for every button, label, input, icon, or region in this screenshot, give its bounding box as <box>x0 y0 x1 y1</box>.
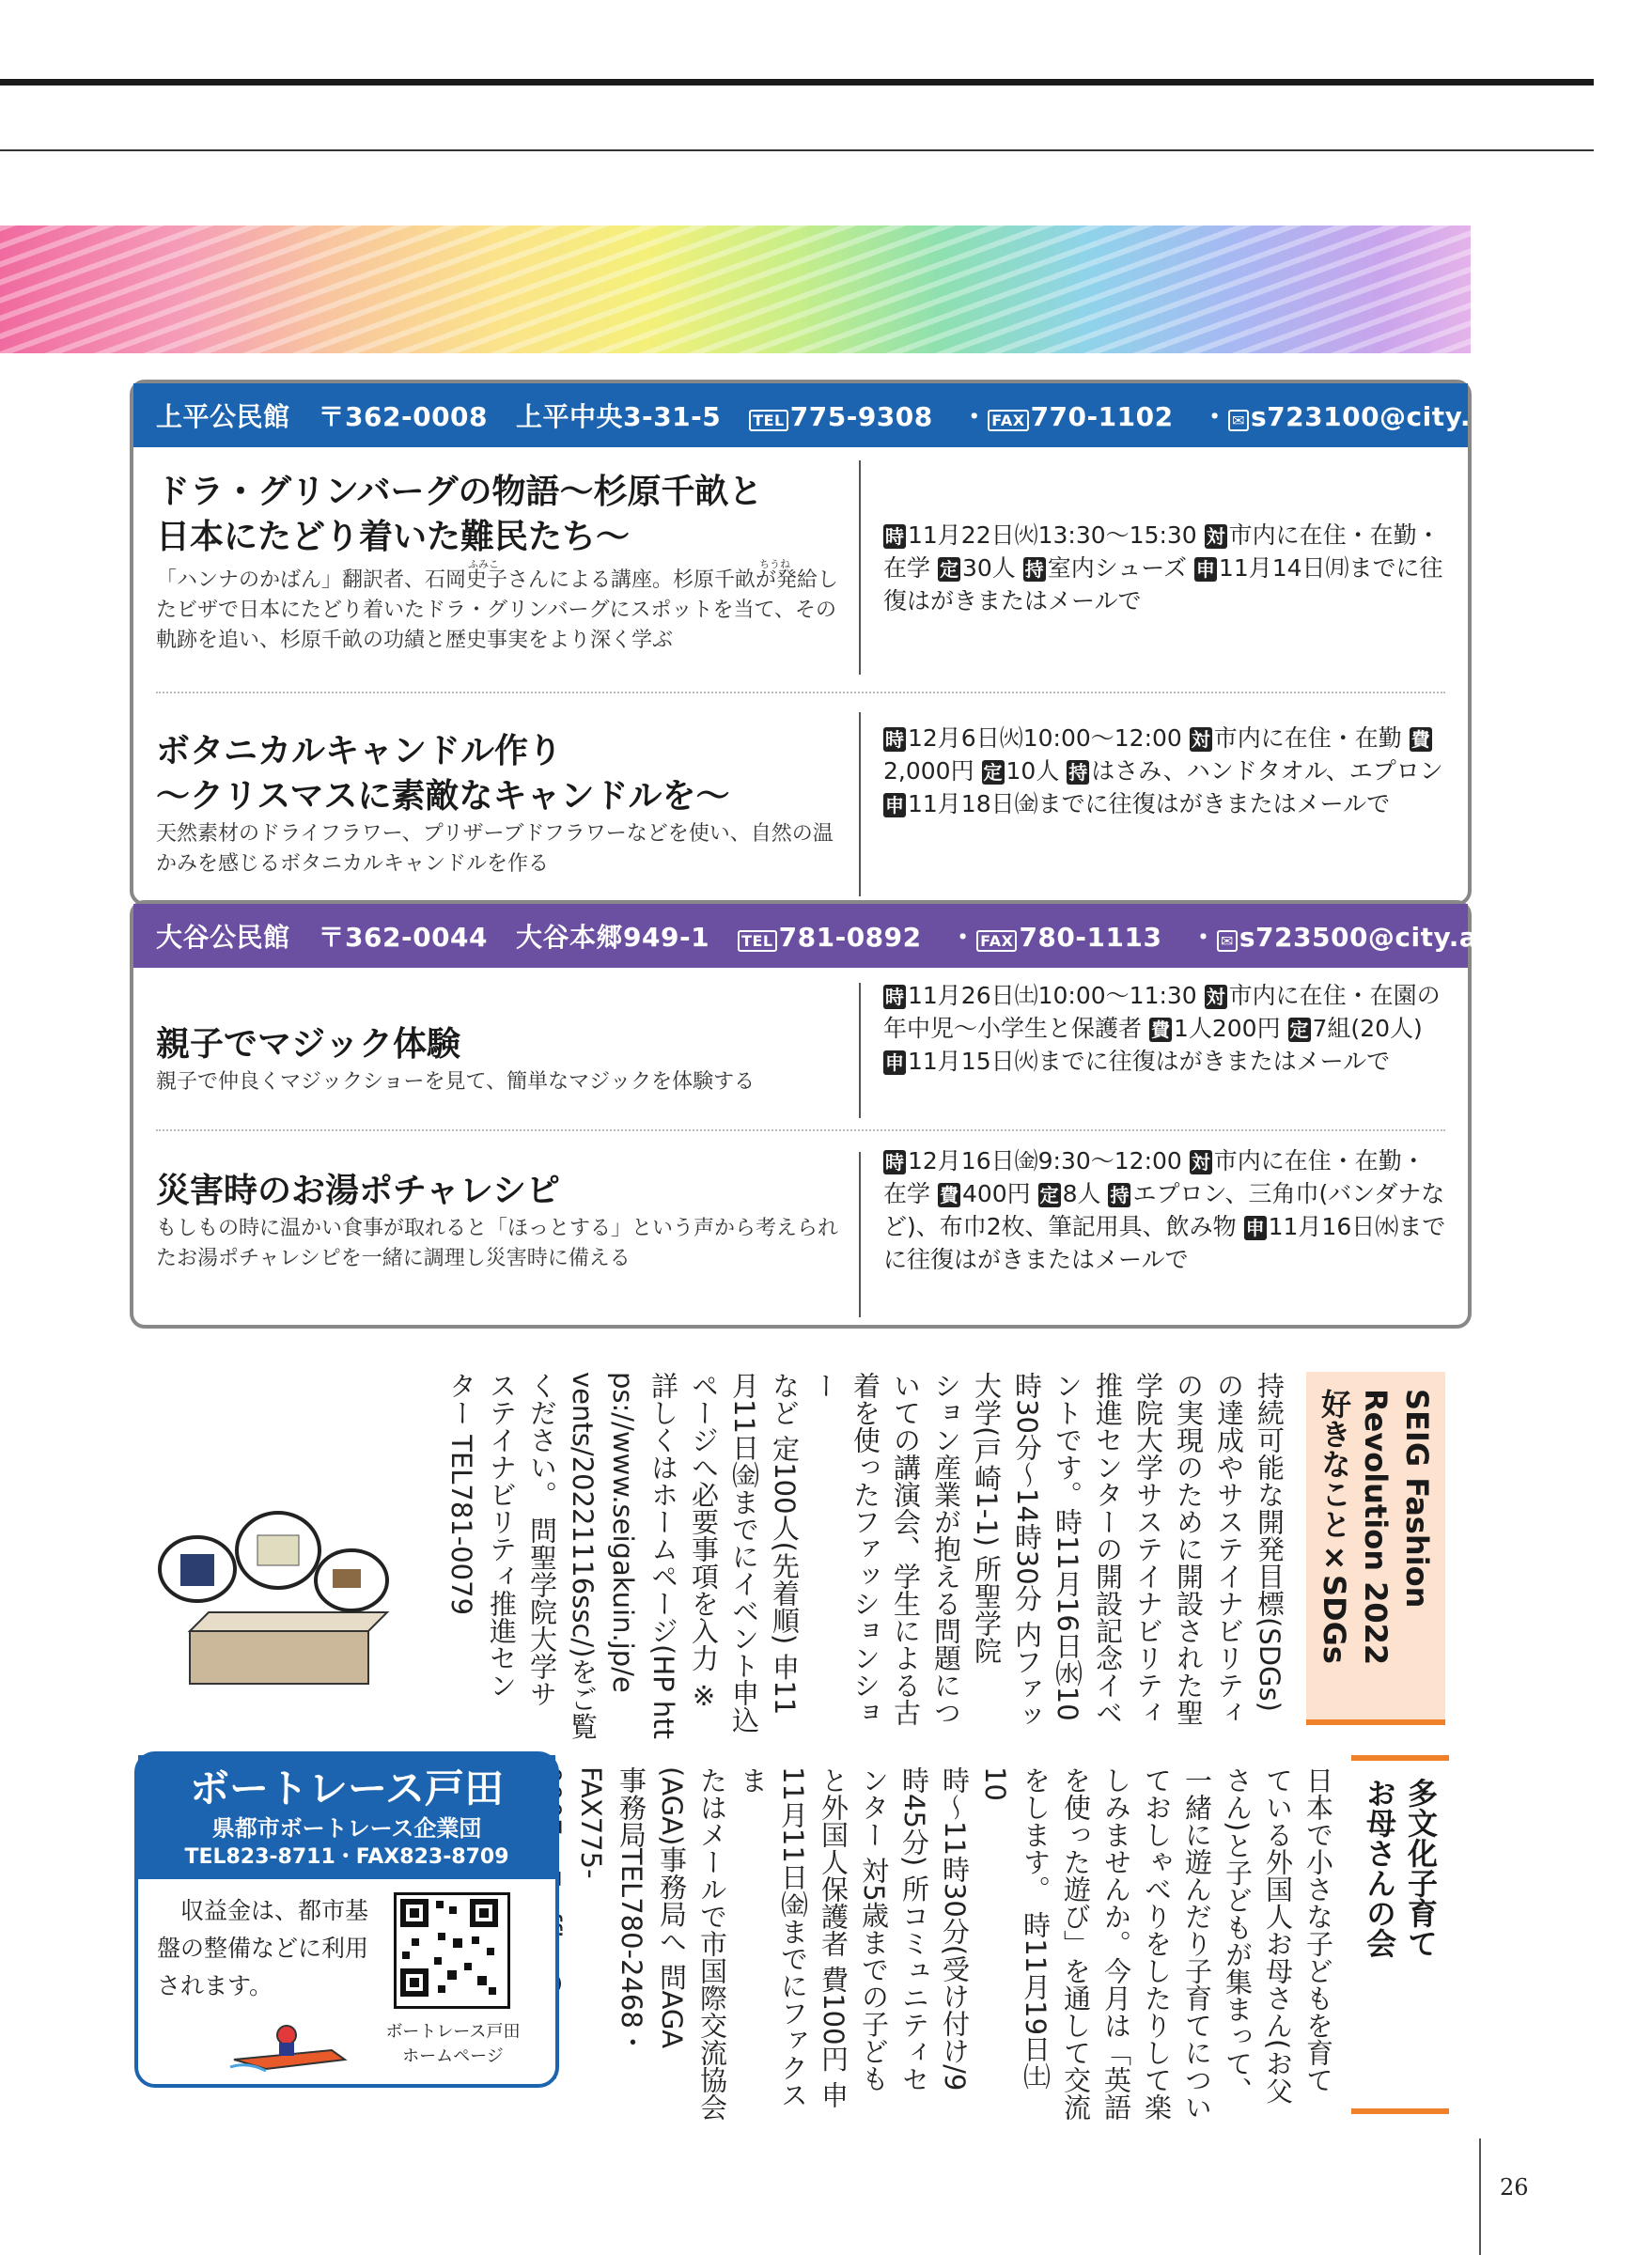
seig-line: 学院大学サステイナビリティ <box>1132 1372 1164 1726</box>
info-apply: 11月15日㈫までに往復はがきまたはメールで <box>908 1048 1391 1075</box>
seig-line: ステイナビリティ推進セン <box>486 1372 518 1699</box>
tabunka-line: 時45分) 所コミュニティセ <box>898 1766 930 2093</box>
kamihira-postal: 〒362-0008 <box>318 401 489 432</box>
seig-line: 詳しくはホームページ(HP htt <box>647 1372 679 1739</box>
shirt-icon <box>257 1535 299 1565</box>
otani-email[interactable]: s723500@city.ageo.lg.jp <box>1239 922 1613 953</box>
event-info <box>883 1144 1447 1276</box>
seig-line: 大学(戸崎1-1) 所聖学院 <box>971 1372 1003 1665</box>
tag-apply: 申 <box>1245 1217 1265 1239</box>
tag-apply: 申 <box>885 794 904 816</box>
kamihira-community-center-box <box>130 380 1624 906</box>
divider <box>859 712 861 896</box>
tag-fee: 費 <box>939 1184 958 1206</box>
header-thin-rule <box>0 149 1594 151</box>
seig-heading-line2: Revolution 2022 <box>1358 1389 1394 1666</box>
kamihira-fax: 770-1102 <box>1030 401 1174 432</box>
fax-icon: FAX <box>976 930 1017 952</box>
tag-time: 時 <box>885 525 904 548</box>
info-time: 11月22日㈫13:30～15:30 <box>908 521 1205 549</box>
tabunka-line: をします。 時11月19日㈯10 <box>979 1766 1052 2091</box>
info-capacity: 7組(20人) <box>1312 1015 1423 1042</box>
tag-capacity: 定 <box>983 761 1003 784</box>
otani-contact: TEL 781-0892 ・ FAX 780-1113 ・ ✉ s723500@city.ageo.lg.jp <box>738 917 1640 955</box>
tabunka-line: たはメールで市国際交流協会 <box>696 1766 728 2121</box>
divider <box>859 983 861 1118</box>
seig-line: ション産業が抱える問題につ <box>930 1372 962 1726</box>
seig-line: いての講演会、学生による古 <box>890 1372 922 1726</box>
event-title: 災害時のお湯ポチャレシピ <box>156 1172 561 1210</box>
event-botanical-candle <box>133 705 1468 893</box>
tel-icon: TEL <box>749 410 788 431</box>
tabunka-line: 一緒に遊んだり子育てについ <box>1181 1766 1213 2121</box>
otani-tel: 781-0892 <box>778 922 922 953</box>
tag-time: 時 <box>885 728 904 751</box>
info-fee: 1人200円 <box>1173 1015 1288 1042</box>
info-target: 市内に在住・在勤・在学 <box>883 521 1441 582</box>
info-time: 11月26日㈯10:00～11:30 <box>908 982 1205 1009</box>
tabunka-line: を使った遊び」を通して交流 <box>1060 1766 1092 2121</box>
tag-apply: 申 <box>885 1051 904 1074</box>
seig-line: 推進センターの開設記念イベ <box>1092 1372 1124 1726</box>
tag-target: 対 <box>1191 728 1210 751</box>
kamihira-contact: TEL 775-9308 ・ FAX 770-1102 ・ ✉ s723100@city.ageo.lg.jp <box>749 397 1651 434</box>
tabunka-line: しみませんか。今月は「英語 <box>1100 1766 1132 2121</box>
qr-caption-line2: ホームページ <box>402 2046 504 2066</box>
tag-target: 対 <box>1206 986 1225 1008</box>
boatrace-tel: TEL823-8711・FAX823-8709 <box>184 1845 509 1869</box>
tabunka-line: (AGA)事務局へ 問AGA <box>656 1766 688 2049</box>
divider <box>859 460 861 675</box>
divider <box>859 1152 861 1317</box>
otani-community-center-box <box>130 900 1613 1329</box>
kamihira-email[interactable]: s723100@city.ageo.lg.jp <box>1251 401 1624 432</box>
top-rule <box>0 79 1594 86</box>
event-magic <box>133 975 1468 1126</box>
tag-capacity: 定 <box>939 558 958 581</box>
info-target: 市内に在住・在勤 <box>1213 724 1410 752</box>
event-description: 親子で仲良くマジックショーを見て、簡単なマジックを体験する <box>156 1070 756 1094</box>
tabunka-heading <box>1351 1755 1449 2114</box>
seig-line: ントです。時11月16日㈬10 <box>1052 1372 1083 1721</box>
page-number-rule <box>1479 2138 1481 2255</box>
qr-pattern <box>397 1895 502 2000</box>
kamihira-header <box>133 383 1624 447</box>
page-number: 26 <box>1500 2174 1529 2201</box>
rainbow-banner <box>0 226 1471 353</box>
event-info <box>883 979 1447 1078</box>
boat-racer-illustration <box>228 2018 351 2075</box>
seig-url-line[interactable]: ps://www.seigakuin.jp/e <box>607 1372 639 1693</box>
info-apply: 11月18日㈮までに往復はがきまたはメールで <box>908 790 1391 817</box>
event-title: 親子でマジック体験 <box>156 1025 461 1064</box>
event-title-line1: ボタニカルキャンドル作り <box>156 732 563 770</box>
seig-line: 時30分～14時30分 内ファッ <box>1011 1372 1043 1730</box>
tabunka-line: 日本で小さな子どもを育て <box>1302 1766 1334 2093</box>
tag-capacity: 定 <box>1039 1184 1059 1206</box>
tabunka-line: 11月11日㈮までにファクスま <box>737 1766 809 2108</box>
boatrace-title: ボートレース戸田 <box>190 1765 504 1812</box>
kamihira-address: 上平中央3-31-5 <box>516 401 722 432</box>
seig-url-line[interactable]: vents/20221116ssc/)をご覧 <box>567 1372 599 1740</box>
tag-target: 対 <box>1206 525 1225 548</box>
dotted-separator <box>156 692 1445 693</box>
event-title-line2: 日本にたどり着いた難民たち～ <box>156 518 631 556</box>
info-bring: エプロン、三角巾(バンダナなど)、布巾2枚、筆記用具、飲み物 <box>883 1180 1445 1240</box>
tabunka-line: ている外国人お母さん(お父 <box>1262 1766 1294 2105</box>
tabunka-line: ンター 対5歳までの子ども <box>858 1766 890 2092</box>
seig-line: 持続可能な開発目標(SDGs) <box>1254 1372 1286 1712</box>
seig-heading <box>1306 1372 1445 1725</box>
box-body <box>190 1631 368 1684</box>
seig-line: ください。 問聖学院大学サ <box>526 1372 558 1708</box>
qr-code-icon[interactable] <box>394 1892 510 2009</box>
event-dora-greenberg <box>133 460 1468 676</box>
tag-time: 時 <box>885 1151 904 1174</box>
event-oyu-pocha <box>133 1144 1468 1314</box>
qr-caption-line1: ボートレース戸田 <box>385 2022 521 2042</box>
tag-target: 対 <box>1191 1151 1210 1174</box>
event-description: 天然素材のドライフラワー、プリザーブドフラワーなどを使い、自然の温かみを感じるボタニカルキャンドルを作る <box>156 822 834 876</box>
event-info <box>883 519 1447 617</box>
tabunka-line: 時～11時30分(受け付け/9 <box>939 1766 971 2092</box>
pants-icon <box>180 1554 214 1586</box>
event-title-line1: ドラ・グリンバーグの物語～杉原千畝と <box>156 473 763 511</box>
info-fee: 400円 <box>961 1180 1038 1207</box>
info-apply: 11月16日㈬までに往復はがきまたはメールで <box>883 1213 1446 1273</box>
info-bring: はさみ、ハンドタオル、エプロン <box>1091 757 1443 785</box>
qr-caption <box>364 2020 542 2069</box>
tag-time: 時 <box>885 986 904 1008</box>
event-title-line2: ～クリスマスに素敵なキャンドルを～ <box>156 777 730 816</box>
tag-apply: 申 <box>1195 558 1215 581</box>
kamihira-tel: 775-9308 <box>789 401 933 432</box>
boatrace-text: 収益金は、都市基盤の整備などに利用されます。 <box>157 1897 369 1999</box>
tag-bring: 持 <box>1024 558 1044 581</box>
info-time: 12月6日㈫10:00～12:00 <box>908 724 1190 752</box>
tag-fee: 費 <box>1150 1019 1170 1041</box>
info-time: 12月16日㈮9:30～12:00 <box>908 1147 1190 1174</box>
tag-fee: 費 <box>1410 728 1430 751</box>
seig-line: の達成やサステイナビリティ <box>1213 1372 1245 1726</box>
fax-icon: FAX <box>988 410 1028 431</box>
info-capacity: 8人 <box>1062 1180 1109 1207</box>
mail-icon: ✉ <box>1217 930 1238 952</box>
event-info <box>883 722 1447 820</box>
info-capacity: 30人 <box>961 554 1023 582</box>
seig-line: ページへ必要事項を入力 ※ <box>688 1372 720 1713</box>
info-capacity: 10人 <box>1005 757 1068 785</box>
seig-line: など 定100人(先着順) 申11 <box>769 1372 801 1716</box>
tabunka-line: と外国人保護者 費100円 申 <box>818 1766 849 2108</box>
seig-heading-line3: 好きなこと×SDGs <box>1317 1389 1352 1664</box>
boatrace-subtitle: 県都市ボートレース企業団 <box>211 1815 482 1842</box>
event-description: 「ハンナのかばん」翻訳者、石岡史子さんによる講座。杉原千畝が発給したビザで日本にたどり着いたドラ・グリンバーグにスポットを当て、その軌跡を追い、杉原千畝の功績と歴史事実をより深く学ぶ <box>156 568 839 652</box>
seig-heading-line1: SEIG Fashion <box>1399 1389 1435 1609</box>
ruby-fumiko: ふみこ <box>468 558 499 570</box>
info-target: 市内に在住・在勤・在学 <box>883 1147 1426 1207</box>
clothes-box-illustration <box>152 1500 406 1687</box>
mail-icon: ✉ <box>1228 410 1249 431</box>
info-fee: 2,000円 <box>883 757 982 785</box>
boatrace-header <box>138 1755 555 1879</box>
tabunka-heading-line2: お母さんの会 <box>1362 1778 1397 1958</box>
otani-address: 大谷本郷949-1 <box>516 922 710 953</box>
tag-bring: 持 <box>1110 1184 1130 1206</box>
tabunka-line: 事務局TEL780-2468・FAX775- <box>575 1766 647 2056</box>
box-lid <box>190 1612 387 1631</box>
tabunka-heading-line1: 多文化子育て <box>1403 1778 1439 1958</box>
tabunka-line: さん)と子どもが集まって、 <box>1222 1766 1254 2105</box>
seig-line: ター TEL781-0079 <box>445 1372 477 1616</box>
tag-bring: 持 <box>1068 761 1088 784</box>
seig-body <box>434 1372 1289 1748</box>
info-bring: 室内シューズ <box>1047 554 1194 582</box>
dotted-separator <box>156 1129 1445 1131</box>
tabunka-line: ておしゃべりをしたりして楽 <box>1141 1766 1173 2121</box>
otani-postal: 〒362-0044 <box>318 922 489 953</box>
event-description: もしもの時に温かい食事が取れると「ほっとする」という声から考えられたお湯ポチャレシピを一緒に調理し災害時に備える <box>156 1217 839 1270</box>
shoes-icon <box>333 1569 361 1588</box>
otani-header <box>133 904 1613 968</box>
tag-capacity: 定 <box>1289 1019 1309 1041</box>
ruby-chiune: ちうね <box>759 558 790 570</box>
seig-line: 月11日㈮までにイベント申込 <box>728 1372 760 1734</box>
kamihira-name: 上平公民館 <box>156 401 290 432</box>
boatrace-toda-ad <box>134 1751 559 2088</box>
tabunka-body <box>566 1766 1338 2123</box>
seig-line: の実現のために開設された聖 <box>1173 1372 1205 1726</box>
info-target: 市内に在住・在園の年中児～小学生と保護者 <box>883 982 1441 1042</box>
info-apply: 11月14日㈪までに往復はがきまたはメールで <box>883 554 1443 614</box>
otani-fax: 780-1113 <box>1019 922 1162 953</box>
otani-name: 大谷公民館 <box>156 922 290 953</box>
tel-icon: TEL <box>738 930 777 952</box>
seig-line: 着を使ったファッションショー <box>809 1372 881 1726</box>
